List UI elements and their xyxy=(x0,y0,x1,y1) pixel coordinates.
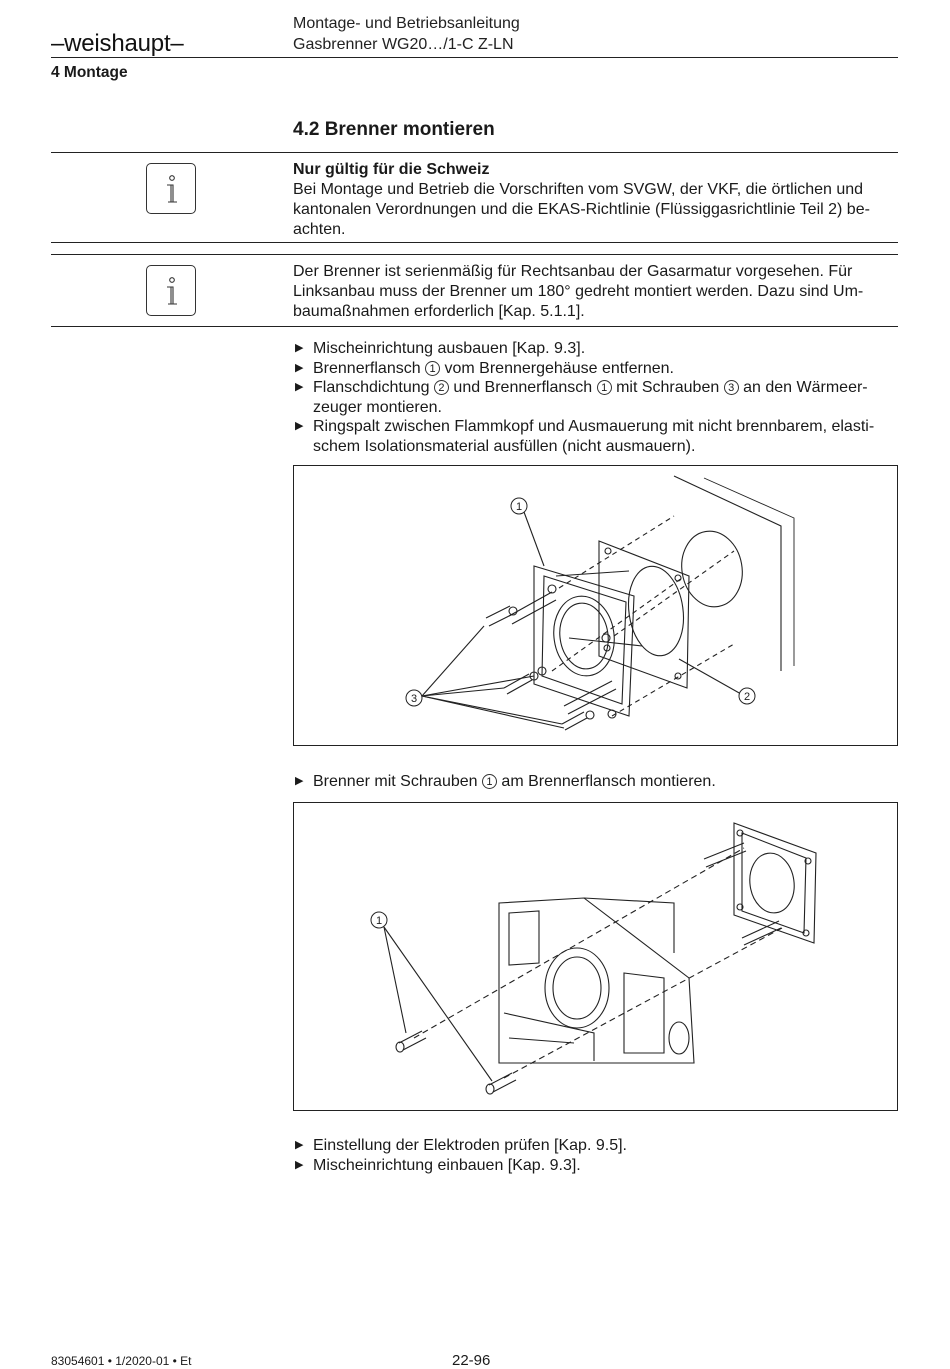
steps-list-2 xyxy=(293,772,898,792)
figure2-callout-1: 1 xyxy=(375,915,383,927)
figure1-callout-3: 3 xyxy=(410,693,418,705)
note1-text xyxy=(293,160,893,240)
note1-line: kantonalen Verordnungen und die EKAS-Richtlinie (Flüssiggasrichtlinie Teil 2) be- xyxy=(293,201,870,218)
burner-mounting-drawing xyxy=(294,803,899,1112)
note2-line: Der Brenner ist serienmäßig für Rechtsanbau der Gasarmatur vorgesehen. Für xyxy=(293,263,853,280)
step-item-continuation: schem Isolationsmaterial ausfüllen (nicht ausmauern). xyxy=(313,437,696,455)
callout-marker: 1 xyxy=(482,774,497,789)
note1-bottom-rule xyxy=(51,242,898,243)
weishaupt-logo: –weishaupt– xyxy=(51,30,184,57)
figure-burner-mounting xyxy=(293,802,898,1111)
note1-line: Bei Montage und Betrieb die Vorschriften vom SVGW, der VKF, die örtlichen und xyxy=(293,181,864,198)
note1-top-rule xyxy=(51,152,898,153)
steps-list-3 xyxy=(293,1136,898,1175)
info-icon xyxy=(146,265,196,316)
doc-subtitle: Gasbrenner WG20…/1-C Z-LN xyxy=(293,36,514,53)
doc-title: Montage- und Betriebsanleitung xyxy=(293,15,520,32)
step-item: ▶ Brennerflansch 1 vom Brennergehäuse entfernen. xyxy=(295,359,674,377)
note2-line: Linksanbau muss der Brenner um 180° gedreht montiert werden. Dazu sind Um- xyxy=(293,283,864,300)
note2-line: baumaßnahmen erforderlich [Kap. 5.1.1]. xyxy=(293,303,585,320)
step-item: ▶ Brenner mit Schrauben 1 am Brennerflansch montieren. xyxy=(295,773,716,790)
page-number: 22-96 xyxy=(452,1352,491,1369)
figure1-callout-2: 2 xyxy=(743,691,751,703)
flange-exploded-drawing xyxy=(294,466,899,747)
chapter-label: 4 Montage xyxy=(51,64,128,81)
note2-text xyxy=(293,262,893,322)
section-title: 4.2 Brenner montieren xyxy=(293,119,495,140)
figure1-callout-1: 1 xyxy=(515,501,523,513)
step-item: ▶ Mischeinrichtung einbauen [Kap. 9.3]. xyxy=(295,1156,581,1174)
figure-flange-mounting xyxy=(293,465,898,746)
note1-line: achten. xyxy=(293,221,346,238)
callout-marker: 1 xyxy=(425,361,440,376)
step-item: ▶ Einstellung der Elektroden prüfen [Kap. 9.5]. xyxy=(295,1137,627,1154)
callout-marker: 1 xyxy=(597,380,612,395)
doc-number: 83054601 • 1/2020-01 • Et xyxy=(51,1354,192,1368)
callout-marker: 3 xyxy=(724,380,739,395)
note2-bottom-rule xyxy=(51,326,898,327)
step-item: ▶ Mischeinrichtung ausbauen [Kap. 9.3]. xyxy=(295,340,586,357)
note2-top-rule xyxy=(51,254,898,255)
step-item-continuation: zeuger montieren. xyxy=(313,398,442,416)
step-item: ▶ Flanschdichtung 2 und Brennerflansch 1 mit Schrauben 3 an den Wärmeer- xyxy=(295,379,868,396)
info-icon xyxy=(146,163,196,214)
steps-list-1 xyxy=(293,339,898,456)
header-rule xyxy=(51,57,898,58)
note1-title: Nur gültig für die Schweiz xyxy=(293,161,490,178)
callout-marker: 2 xyxy=(434,380,449,395)
step-item: ▶ Ringspalt zwischen Flammkopf und Ausmauerung mit nicht brennbarem, elasti- xyxy=(295,418,875,435)
